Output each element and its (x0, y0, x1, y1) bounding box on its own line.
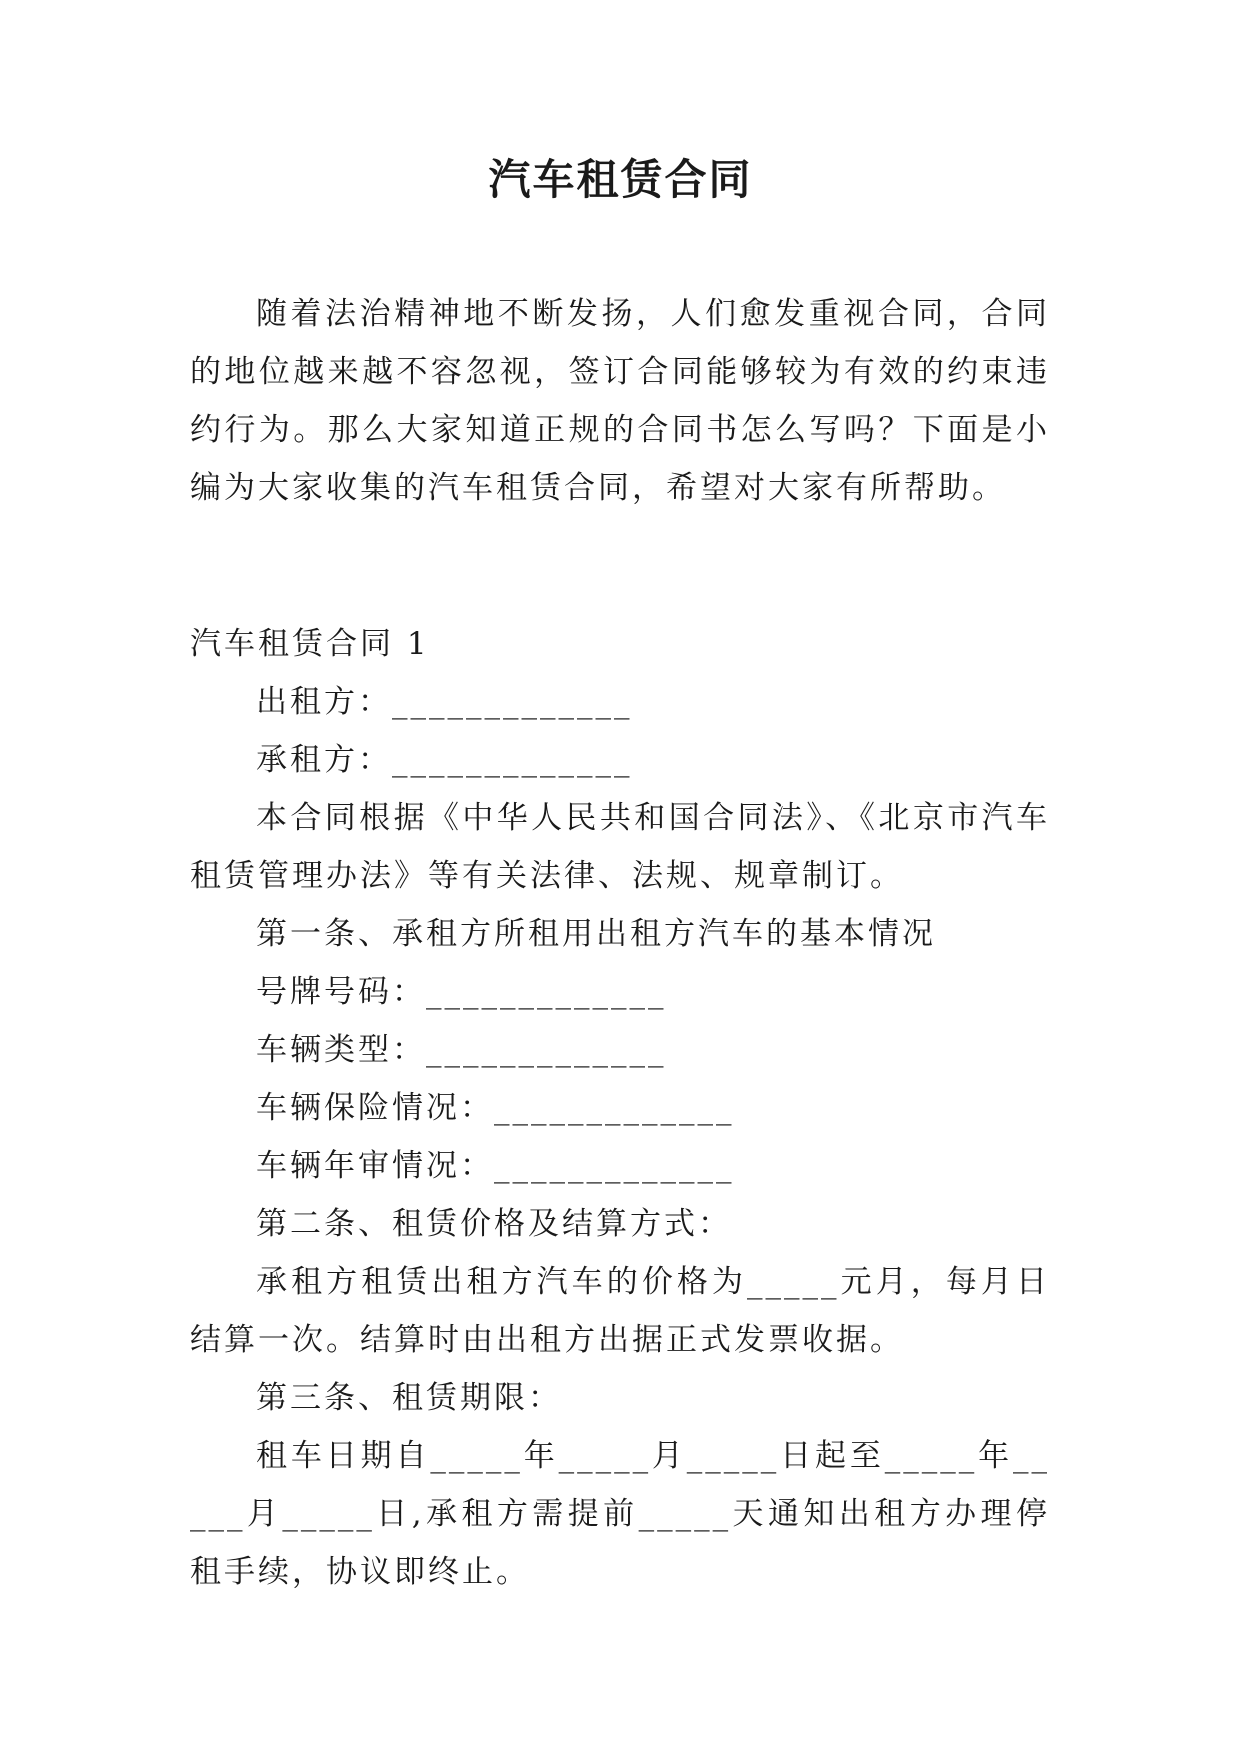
section-heading: 汽车租赁合同 1 (190, 626, 430, 662)
field-insurance: 车辆保险情况：_____________ (256, 1090, 735, 1126)
field-plate-number: 号牌号码：_____________ (256, 974, 667, 1010)
article-three-heading: 第三条、租赁期限： (256, 1380, 562, 1416)
clause-lessor: 出租方：_____________ (256, 684, 633, 720)
field-vehicle-type: 车辆类型：_____________ (256, 1032, 667, 1068)
document-body (190, 285, 1050, 1601)
document-title: 汽车租赁合同 (488, 155, 753, 204)
section-spacer (190, 517, 1050, 615)
intro-paragraph: 随着法治精神地不断发扬，人们愈发重视合同，合同的地位越来越不容忽视，签订合同能够较为有效的约束违约行为。那么大家知道正规的合同书怎么写吗？下面是小编为大家收集的汽车租赁合同，希望对大家有所帮助。 (190, 296, 1050, 506)
field-annual-inspection: 车辆年审情况：_____________ (256, 1148, 735, 1184)
clause-price: 承租方租赁出租方汽车的价格为_____元月，每月日结算一次。结算时由出租方出据正式发票收据。 (190, 1264, 1050, 1358)
article-two-heading: 第二条、租赁价格及结算方式： (256, 1206, 732, 1242)
clause-basis: 本合同根据《中华人民共和国合同法》、《北京市汽车租赁管理办法》等有关法律、法规、规章制订。 (190, 800, 1050, 894)
clause-period: 租车日期自_____年_____月_____日起至_____年_____月_____日,承租方需提前_____天通知出租方办理停租手续，协议即终止。 (190, 1438, 1050, 1590)
clause-lessee: 承租方：_____________ (256, 742, 633, 778)
article-one-heading: 第一条、承租方所租用出租方汽车的基本情况 (256, 916, 936, 952)
